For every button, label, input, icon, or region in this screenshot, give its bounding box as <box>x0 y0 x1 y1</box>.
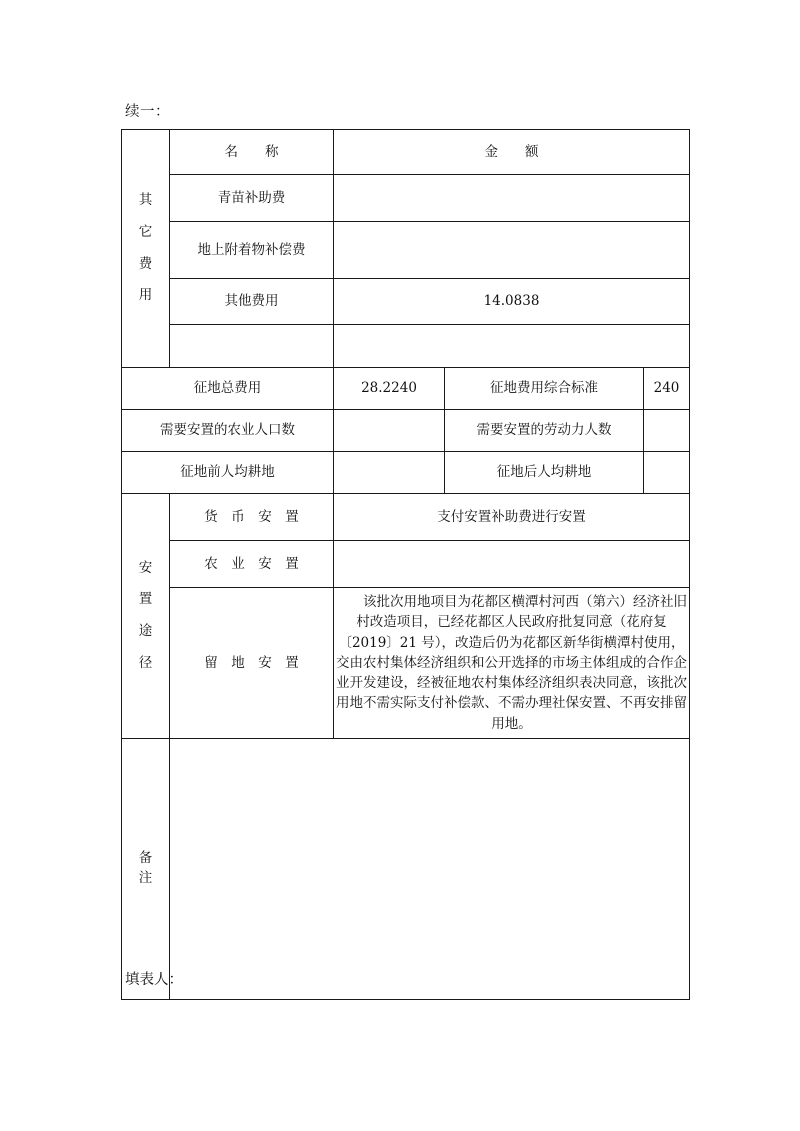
section-label-other-fees <box>122 130 170 368</box>
other-fees-row <box>122 222 690 279</box>
fee-name-label: 其他费用 <box>170 279 334 325</box>
summary-right-label: 需要安置的劳动力人数 <box>445 410 644 452</box>
other-fees-row <box>122 175 690 222</box>
section-label-char: 它 <box>138 223 153 240</box>
summary-row <box>122 452 690 494</box>
fee-amount-value[interactable] <box>334 325 690 368</box>
resettlement-type-value[interactable] <box>334 541 690 588</box>
resettlement-type-value[interactable]: 支付安置补助费进行安置 <box>334 494 690 541</box>
section-label-char: 径 <box>138 654 153 671</box>
column-header-name: 名 称 <box>170 130 334 175</box>
section-label-remarks <box>122 739 170 1000</box>
resettlement-type-label: 农 业 安 置 <box>170 541 334 588</box>
section-label-char: 注 <box>138 870 153 886</box>
land-acquisition-form-table <box>121 129 690 1000</box>
resettlement-row-reserved-land <box>122 588 690 739</box>
remarks-row <box>122 739 690 1000</box>
form-filler-label: 填表人： <box>125 972 183 988</box>
summary-left-value[interactable] <box>334 410 445 452</box>
summary-left-label: 征地前人均耕地 <box>122 452 334 494</box>
section-label-resettlement <box>122 494 170 739</box>
summary-right-value[interactable] <box>644 410 690 452</box>
summary-left-value[interactable]: 28.2240 <box>334 368 445 410</box>
summary-right-label: 征地费用综合标准 <box>445 368 644 410</box>
section-label-char: 置 <box>138 591 153 608</box>
resettlement-row-agricultural <box>122 541 690 588</box>
other-fees-row <box>122 325 690 368</box>
resettlement-type-label: 货 币 安 置 <box>170 494 334 541</box>
other-fees-header-row <box>122 130 690 175</box>
section-label-char: 其 <box>138 192 153 209</box>
fee-name-label: 青苗补助费 <box>170 175 334 222</box>
resettlement-reserved-land-description[interactable]: 该批次用地项目为花都区横潭村河西（第六）经济社旧村改造项目，已经花都区人民政府批复同意（花府复〔2019〕21 号），改造后仍为花都区新华街横潭村使用，交由农村集体经济组织和公开选择的市场主体组成的合作企业开发建设，经被征地农村集体经济组织表决同意，该批次用地不需实际支付补偿款、不需办理社保安置、不再安排留用地。 <box>334 588 690 739</box>
resettlement-row-monetary <box>122 494 690 541</box>
remarks-value[interactable] <box>170 739 690 1000</box>
column-header-amount: 金 额 <box>334 130 690 175</box>
fee-amount-value[interactable] <box>334 222 690 279</box>
section-label-char: 备 <box>138 850 153 867</box>
other-fees-row <box>122 279 690 325</box>
resettlement-type-label: 留 地 安 置 <box>170 588 334 739</box>
summary-row <box>122 368 690 410</box>
section-label-char: 费 <box>138 255 153 272</box>
fee-amount-value[interactable] <box>334 175 690 222</box>
summary-left-label: 征地总费用 <box>122 368 334 410</box>
fee-name-label: 地上附着物补偿费 <box>170 222 334 279</box>
page-continuation-caption: 续一： <box>125 104 170 120</box>
section-label-char: 安 <box>138 559 153 576</box>
section-label-char: 用 <box>138 287 153 304</box>
summary-right-value[interactable] <box>644 452 690 494</box>
summary-row <box>122 410 690 452</box>
summary-right-value[interactable]: 240 <box>644 368 690 410</box>
section-label-char: 途 <box>138 623 153 639</box>
summary-right-label: 征地后人均耕地 <box>445 452 644 494</box>
summary-left-label: 需要安置的农业人口数 <box>122 410 334 452</box>
summary-left-value[interactable] <box>334 452 445 494</box>
fee-amount-value[interactable]: 14.0838 <box>334 279 690 325</box>
fee-name-label <box>170 325 334 368</box>
